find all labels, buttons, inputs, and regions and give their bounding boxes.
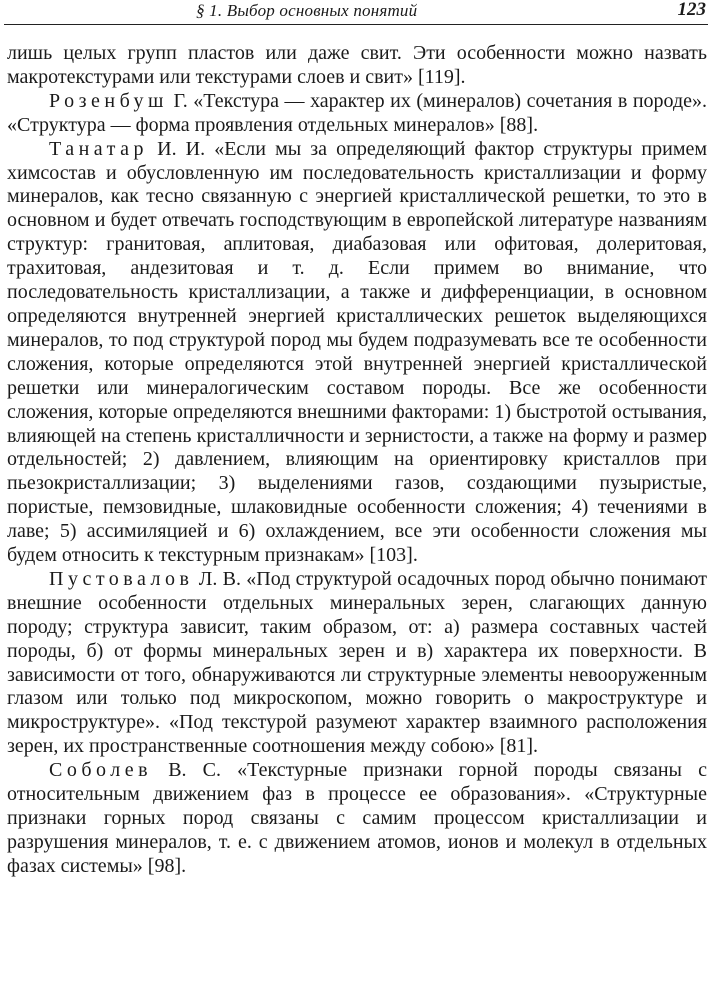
paragraph-pustovalov xyxy=(7,568,707,759)
running-title: § 1. Выбор основных понятий xyxy=(196,1,418,20)
author-surname: Соболев xyxy=(49,759,153,782)
author-initials: Л. В. xyxy=(198,567,241,590)
author-surname: Танатар xyxy=(49,137,149,160)
author-surname: Розенбуш xyxy=(49,89,168,112)
author-initials: И. И. xyxy=(157,137,206,160)
paragraph-text: «Текстура — характер их (минералов) сочетания в породе». «Структура — форма проявления отдельных минералов» [88]. xyxy=(7,89,708,136)
paragraph-rosenbusch xyxy=(7,90,707,138)
paragraph-sobolev xyxy=(7,759,707,879)
author-initials: В. С. xyxy=(168,759,222,782)
page-header xyxy=(4,0,708,25)
body-text xyxy=(7,42,707,879)
paragraph-continuation xyxy=(7,42,707,90)
author-surname: Пустовалов xyxy=(49,567,194,590)
paragraph-text: «Под структурой осадочных пород обычно понимают внешние особенности отдельных минеральных зерен, слагающих данную породу; структура зависит, таким образом, от: а) размера составных частей породы, б) от формы минеральных зерен и в) характера их поверхности. В зависимости от того, обнаруживаются ли структурные элементы невооруженным глазом или только под микроскопом, можно говорить о макроструктуре и микроструктуре». «Под текстурой разумеют характер взаимного расположения зерен, их пространственные соотношения между собою» [81]. xyxy=(7,567,708,758)
paragraph-tanatar xyxy=(7,138,707,568)
paragraph-text: «Если мы за определяющий фактор структуры примем химсостав и обусловленную им последовательность кристаллизации и форму минералов, как тесно связанную с энергией кристаллической решетки, то это в основном и будет отвечать господствующим в европейской литературе названиям структур: гранитовая, аплитовая, диабазовая или офитовая, долеритовая, трахитовая, андезитовая и т. д. Если примем во внимание, что последовательность кристаллизации, а также и дифференциации, в основном определяются внутренней энергией кристаллических решеток выделяющихся минералов, то под структурой пород мы будем подразумевать все те особенности сложения, которые определяются этой внутренней энергией кристаллической решетки или минералогическим составом породы. Все же особенности сложения, которые определяются внешними факторами: 1) быстротой остывания, влияющей на степень кристалличности и зернистости, а также на форму и размер отдельностей; 2) давлением, влияющим на ориентировку кристаллов при пьезокристаллизации; 3) выделениями газов, создающими пузыристые, пористые, пемзовидные, шлаковидные особенности сложения; 4) течениями в лаве; 5) ассимиляцией и 6) охлаждением, все эти особенности сложения мы будем относить к текстурным признакам» [103]. xyxy=(7,137,708,567)
paragraph-text: «Текстурные признаки горной породы связаны с относительным движением фаз в процессе ее образования». «Структурные признаки горных пород связаны с самим процессом кристаллизации и разрушения минералов, т. е. с движением атомов, ионов и молекул в отдельных фазах системы» [98]. xyxy=(7,759,707,877)
page-number: 123 xyxy=(677,0,706,20)
paragraph-text: лишь целых групп пластов или даже свит. Эти особенности можно назвать макротекстурами или текстурами слоев и свит» [119]. xyxy=(7,42,707,88)
author-initials: Г. xyxy=(173,89,188,112)
